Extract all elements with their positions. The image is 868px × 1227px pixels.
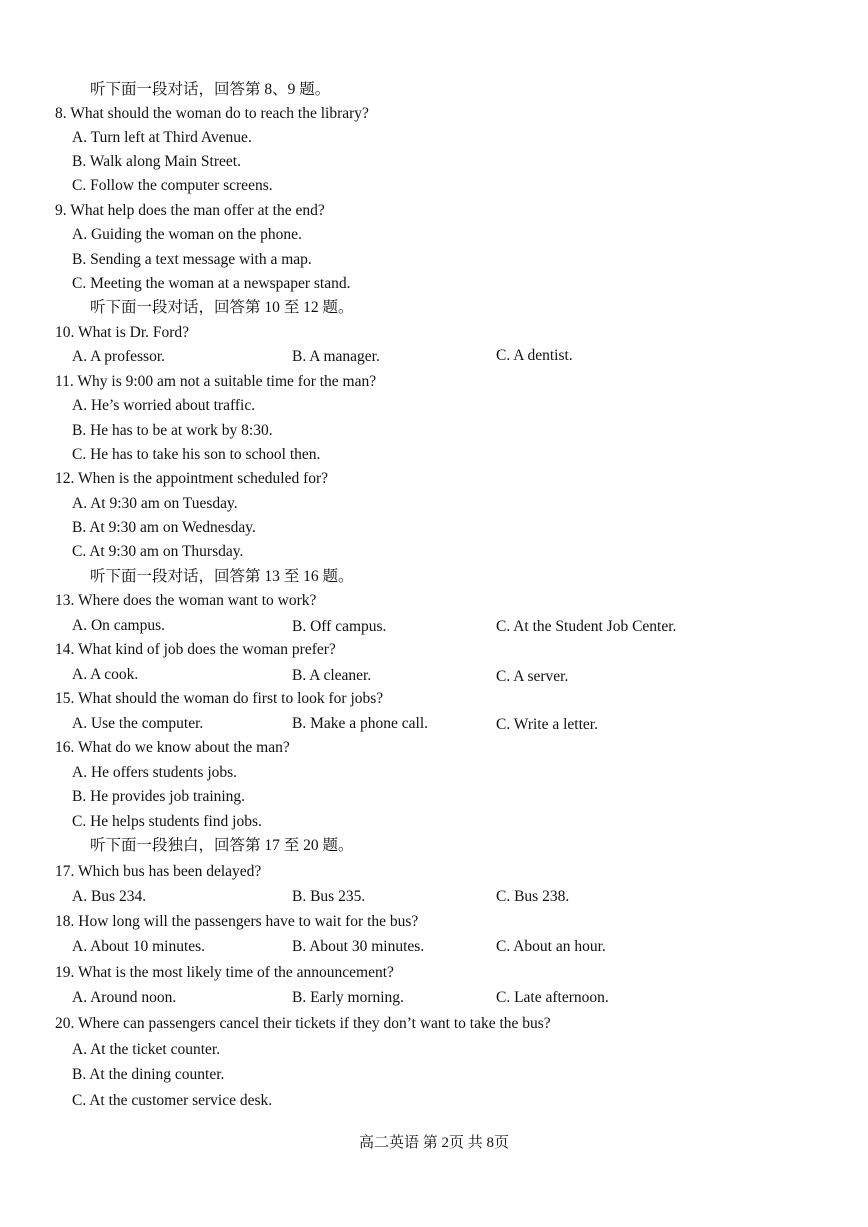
question-12-option-c: C. At 9:30 am on Thursday.: [72, 543, 244, 560]
question-12-stem: 12. When is the appointment scheduled for?: [55, 470, 329, 487]
section-instruction: 听下面一段对话，回答第 10 至 12 题。: [90, 299, 354, 316]
question-13-option-b: B. Off campus.: [292, 618, 387, 635]
question-12-option-a: A. At 9:30 am on Tuesday.: [72, 495, 238, 512]
question-15-option-b: B. Make a phone call.: [292, 715, 429, 732]
question-14-option-b: B. A cleaner.: [292, 667, 372, 684]
section-instruction: 听下面一段对话，回答第 8、9 题。: [90, 81, 331, 98]
question-9-option-b: B. Sending a text message with a map.: [72, 251, 312, 268]
question-14-stem: 14. What kind of job does the woman prefer?: [55, 641, 336, 658]
question-8-stem: 8. What should the woman do to reach the library?: [55, 105, 369, 122]
question-11-stem: 11. Why is 9:00 am not a suitable time for the man?: [55, 373, 377, 390]
question-13-option-a: A. On campus.: [72, 617, 165, 634]
question-17-option-a: A. Bus 234.: [72, 888, 147, 905]
question-9-stem: 9. What help does the man offer at the end?: [55, 202, 325, 219]
question-20-option-c: C. At the customer service desk.: [72, 1092, 273, 1109]
question-18-option-b: B. About 30 minutes.: [292, 938, 425, 955]
question-10-option-b: B. A manager.: [292, 348, 380, 365]
question-10-option-c: C. A dentist.: [496, 347, 573, 364]
question-11-option-a: A. He’s worried about traffic.: [72, 397, 256, 414]
question-20-option-b: B. At the dining counter.: [72, 1066, 225, 1083]
question-17-option-b: B. Bus 235.: [292, 888, 366, 905]
question-17-stem: 17. Which bus has been delayed?: [55, 863, 262, 880]
question-19-option-b: B. Early morning.: [292, 989, 404, 1006]
question-15-option-c: C. Write a letter.: [496, 716, 598, 733]
question-8-option-a: A. Turn left at Third Avenue.: [72, 129, 252, 146]
question-11-option-b: B. He has to be at work by 8:30.: [72, 422, 273, 439]
question-19-option-c: C. Late afternoon.: [496, 989, 609, 1006]
question-8-option-c: C. Follow the computer screens.: [72, 177, 273, 194]
section-instruction: 听下面一段对话，回答第 13 至 16 题。: [90, 568, 354, 585]
question-12-option-b: B. At 9:30 am on Wednesday.: [72, 519, 256, 536]
question-10-option-a: A. A professor.: [72, 348, 165, 365]
question-13-option-c: C. At the Student Job Center.: [496, 618, 677, 635]
question-14-option-a: A. A cook.: [72, 666, 139, 683]
question-9-option-c: C. Meeting the woman at a newspaper stand.: [72, 275, 351, 292]
section-instruction: 听下面一段独白，回答第 17 至 20 题。: [90, 837, 354, 854]
question-19-stem: 19. What is the most likely time of the announcement?: [55, 964, 394, 981]
question-18-stem: 18. How long will the passengers have to wait for the bus?: [55, 913, 419, 930]
question-18-option-c: C. About an hour.: [496, 938, 606, 955]
question-9-option-a: A. Guiding the woman on the phone.: [72, 226, 302, 243]
question-10-stem: 10. What is Dr. Ford?: [55, 324, 190, 341]
question-20-option-a: A. At the ticket counter.: [72, 1041, 221, 1058]
question-16-option-c: C. He helps students find jobs.: [72, 813, 262, 830]
question-15-stem: 15. What should the woman do first to look for jobs?: [55, 690, 384, 707]
question-16-stem: 16. What do we know about the man?: [55, 739, 290, 756]
question-17-option-c: C. Bus 238.: [496, 888, 570, 905]
question-15-option-a: A. Use the computer.: [72, 715, 204, 732]
question-8-option-b: B. Walk along Main Street.: [72, 153, 241, 170]
question-14-option-c: C. A server.: [496, 668, 569, 685]
question-16-option-b: B. He provides job training.: [72, 788, 246, 805]
question-19-option-a: A. Around noon.: [72, 989, 177, 1006]
question-16-option-a: A. He offers students jobs.: [72, 764, 238, 781]
question-18-option-a: A. About 10 minutes.: [72, 938, 206, 955]
question-13-stem: 13. Where does the woman want to work?: [55, 592, 317, 609]
question-20-stem: 20. Where can passengers cancel their tickets if they don’t want to take the bus?: [55, 1015, 551, 1032]
page-footer: 高二英语 第 2页 共 8页: [358, 1135, 509, 1151]
question-11-option-c: C. He has to take his son to school then.: [72, 446, 321, 463]
